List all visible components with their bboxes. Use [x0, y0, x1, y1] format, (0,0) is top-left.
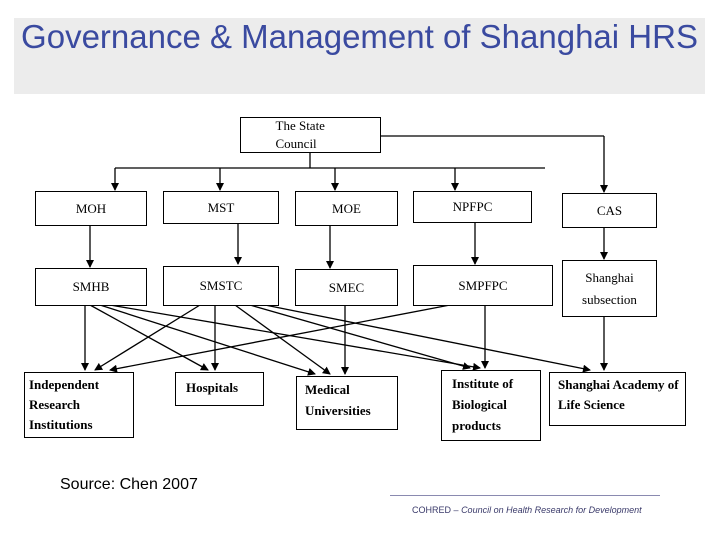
node-hospitals: Hospitals [175, 372, 264, 406]
edge-smpfpc-independent [110, 305, 450, 370]
edge-smstc-independent [95, 305, 200, 370]
footer-full-name: Council on Health Research for Development [461, 505, 642, 515]
edge-smhb-hospitals [90, 305, 208, 370]
footer-org: COHRED [412, 505, 452, 515]
node-cas: CAS [562, 193, 657, 228]
node-institute-biological: Institute of Biological products [441, 370, 541, 441]
page-title: Governance & Management of Shanghai HRS [21, 18, 698, 55]
footer-separator: – [453, 505, 459, 515]
edge-smstc-academy [265, 305, 590, 370]
node-moe: MOE [295, 191, 398, 226]
node-moh: MOH [35, 191, 147, 226]
footer-credit [412, 505, 642, 515]
source-caption: Source: Chen 2007 [60, 476, 198, 493]
node-smhb: SMHB [35, 268, 147, 306]
node-npfpc: NPFPC [413, 191, 532, 223]
node-state-council: The State Council [240, 117, 381, 153]
node-independent-research: Independent Research Institutions [24, 372, 134, 438]
node-shanghai-subsection: Shanghai subsection [562, 260, 657, 317]
node-mst: MST [163, 191, 279, 224]
footer-rule [390, 495, 660, 496]
node-smpfpc: SMPFPC [413, 265, 553, 306]
node-medical-universities: Medical Universities [296, 376, 398, 430]
node-shanghai-academy: Shanghai Academy of Life Science [549, 372, 686, 426]
node-smstc: SMSTC [163, 266, 279, 306]
node-smec: SMEC [295, 269, 398, 306]
